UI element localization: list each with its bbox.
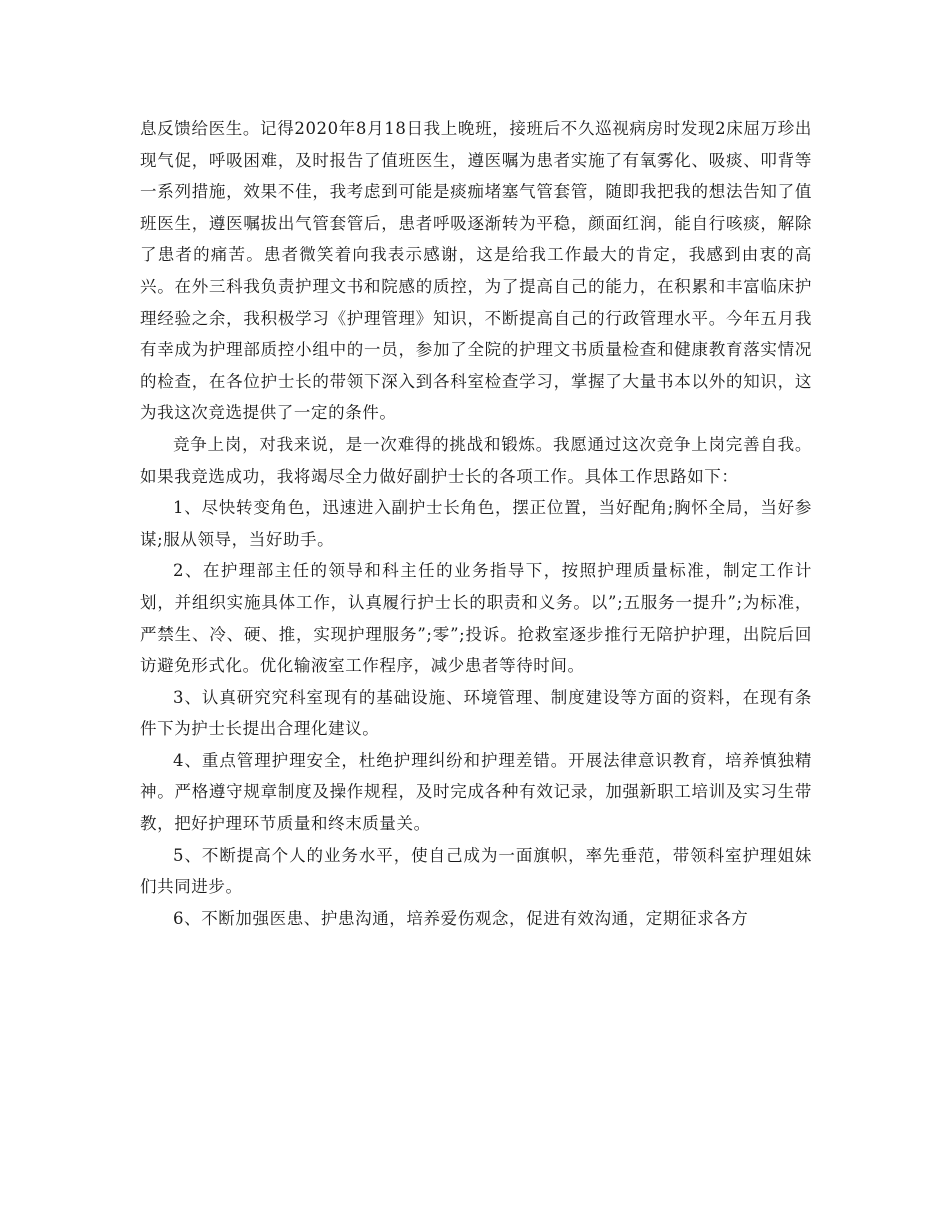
paragraph-7: 5、不断提高个人的业务水平，使自己成为一面旗帜，率先垂范，带领科室护理姐妹们共同进步。 bbox=[140, 845, 812, 897]
paragraph-5: 3、认真研究究科室现有的基础设施、环境管理、制度建设等方面的资料，在现有条件下为护士长提出合理化建议。 bbox=[140, 687, 812, 739]
paragraph-4: 2、在护理部主任的领导和科主任的业务指导下，按照护理质量标准，制定工作计划，并组织实施具体工作，认真履行护士长的职责和义务。以”;五服务一提升”;为标准，严禁生、冷、硬、推，实现护理服务”;零”;投诉。抢救室逐步推行无陪护护理，出院后回访避免形式化。优化输液室工作程序，减少患者等待时间。 bbox=[140, 561, 812, 676]
paragraph-1: 息反馈给医生。记得2020年8月18日我上晚班，接班后不久巡视病房时发现2床屈万珍出现气促，呼吸困难，及时报告了值班医生，遵医嘱为患者实施了有氧雾化、吸痰、叩背等一系列措施，效果不佳，我考虑到可能是痰痂堵塞气管套管，随即我把我的想法告知了值班医生，遵医嘱拔出气管套管后，患者呼吸逐渐转为平稳，颜面红润，能自行咳痰，解除了患者的痛苦。患者微笑着向我表示感谢，这是给我工作最大的肯定，我感到由衷的高兴。在外三科我负责护理文书和院感的质控，为了提高自己的能力，在积累和丰富临床护理经验之余，我积极学习《护理管理》知识，不断提高自己的行政管理水平。今年五月我有幸成为护理部质控小组中的一员，参加了全院的护理文书质量检查和健康教育落实情况的检查，在各位护士长的带领下深入到各科室检查学习，掌握了大量书本以外的知识，这为我这次竞选提供了一定的条件。 bbox=[140, 119, 812, 423]
paragraph-8: 6、不断加强医患、护患沟通，培养爱伤观念，促进有效沟通，定期征求各方 bbox=[173, 908, 749, 928]
paragraph-6: 4、重点管理护理安全，杜绝护理纠纷和护理差错。开展法律意识教育，培养慎独精神。严格遵守规章制度及操作规程，及时完成各种有效记录，加强新职工培训及实习生带教，把好护理环节质量和终末质量关。 bbox=[140, 750, 812, 834]
paragraph-3: 1、尽快转变角色，迅速进入副护士长角色，摆正位置，当好配角;胸怀全局，当好参谋;服从领导，当好助手。 bbox=[140, 498, 812, 549]
document-body bbox=[140, 113, 812, 934]
paragraph-2: 竞争上岗，对我来说，是一次难得的挑战和锻炼。我愿通过这次竞争上岗完善自我。如果我竞选成功，我将竭尽全力做好副护士长的各项工作。具体工作思路如下： bbox=[140, 434, 812, 486]
